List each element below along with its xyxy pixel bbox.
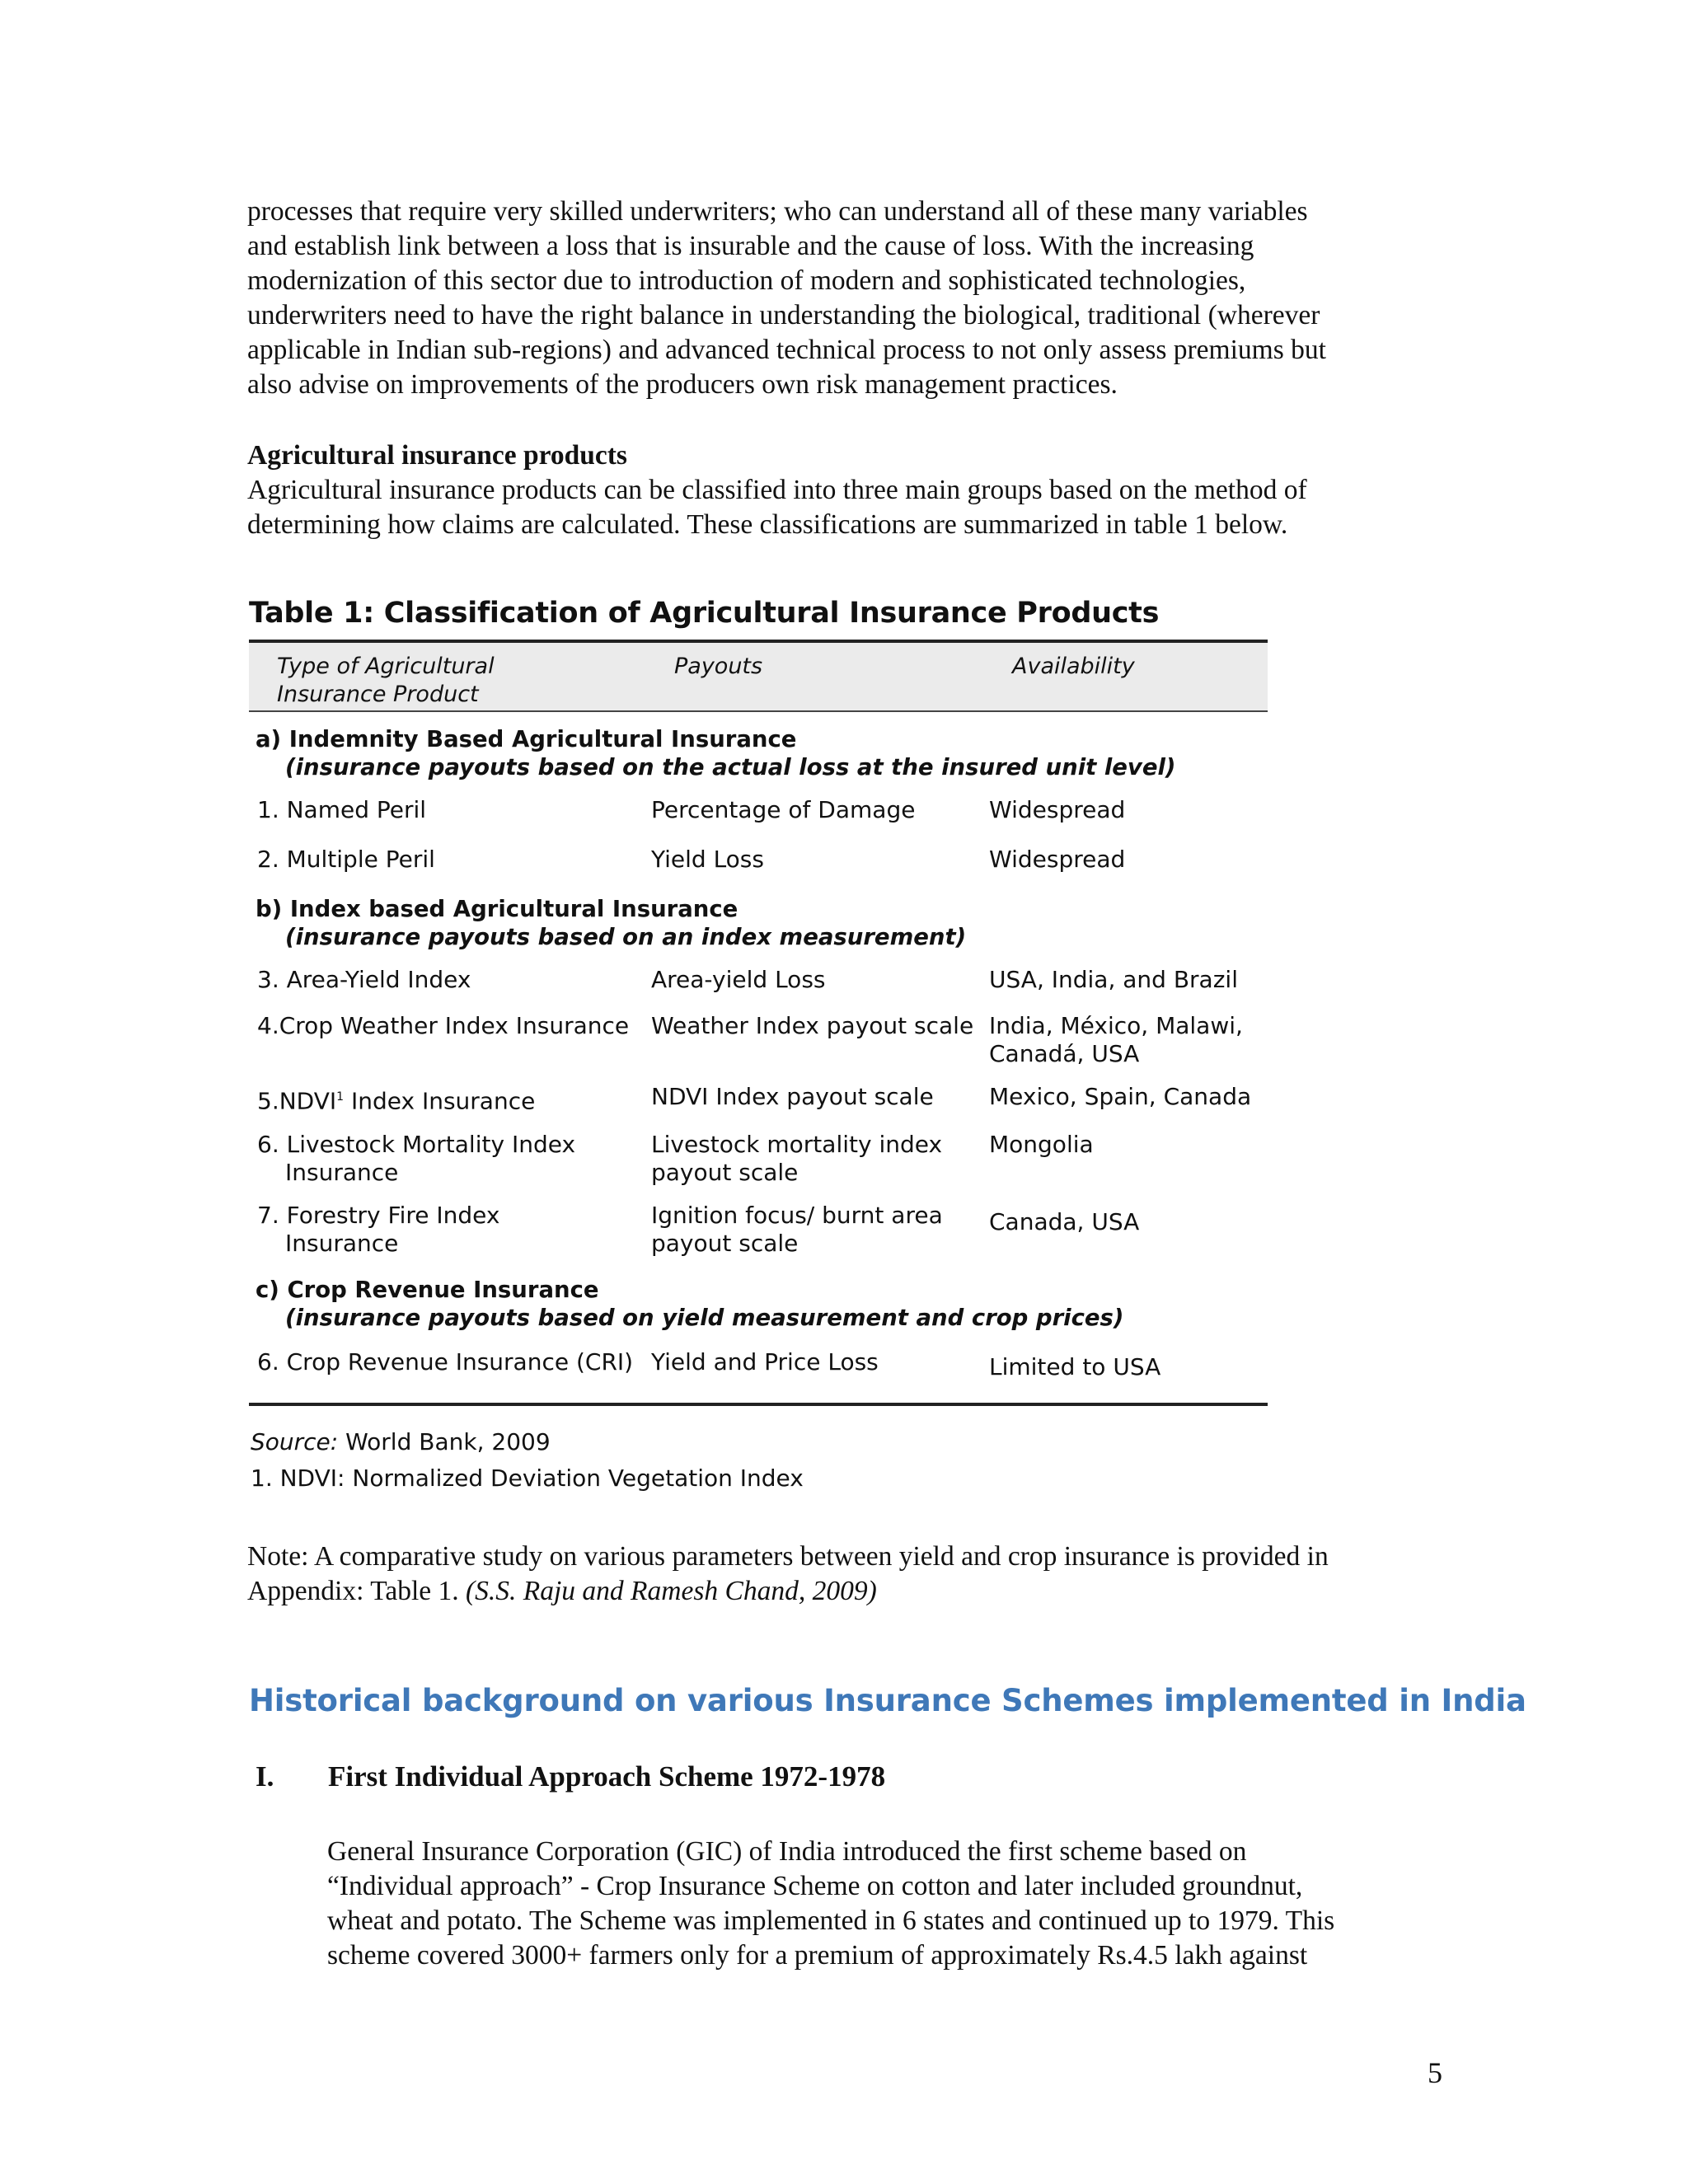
- header-type: Type of Agricultural Insurance Product: [277, 654, 495, 707]
- table-source: [251, 1424, 804, 1497]
- section-1-paragraph: [327, 1835, 1334, 1973]
- intro-line: also advise on improvements of the producers own risk management practices.: [247, 369, 1118, 400]
- source-line: Source: World Bank, 2009: [251, 1428, 551, 1455]
- products-section: [247, 438, 1307, 542]
- table-cell-type: 4.Crop Weather Index Insurance: [257, 1012, 630, 1039]
- intro-line: applicable in Indian sub-regions) and advanced technical process to not only assess premiums but: [247, 335, 1326, 365]
- table-cell-availability: India, México, Malawi, Canadá, USA: [989, 1012, 1243, 1067]
- section-1-line: scheme covered 3000+ farmers only for a premium of approximately Rs.4.5 lakh against: [327, 1940, 1308, 1971]
- note-line: Appendix: Table 1. (S.S. Raju and Ramesh Chand, 2009): [247, 1576, 877, 1606]
- intro-line: modernization of this sector due to introduction of modern and sophisticated technologies,: [247, 265, 1246, 296]
- group-c-heading: c) Crop Revenue Insurance (insurance payouts based on yield measurement and crop prices): [256, 1277, 1124, 1331]
- table-cell-type: 1. Named Peril: [257, 796, 427, 823]
- section-1-heading: [256, 1760, 885, 1793]
- intro-line: processes that require very skilled underwriters; who can understand all of these many variables: [247, 196, 1308, 227]
- table-cell-payout: Yield Loss: [651, 846, 764, 873]
- classification-table: [249, 640, 1268, 1380]
- table-header-row: [249, 640, 1268, 712]
- table-cell-type: 6. Crop Revenue Insurance (CRI): [257, 1348, 634, 1376]
- note-citation: (S.S. Raju and Ramesh Chand, 2009): [466, 1576, 877, 1606]
- table-cell-availability: Widespread: [989, 846, 1126, 873]
- table-cell-availability: USA, India, and Brazil: [989, 966, 1238, 993]
- table-bottom-rule: [249, 1403, 1268, 1406]
- products-heading: Agricultural insurance products: [247, 440, 627, 471]
- table-cell-availability: Mongolia: [989, 1131, 1094, 1158]
- table-cell-type: 5.NDVI$^1$ Index Insurance: [257, 1087, 536, 1115]
- table-cell-payout: Area-yield Loss: [651, 966, 826, 993]
- table-cell-availability: Canada, USA: [989, 1208, 1140, 1235]
- note-paragraph: [247, 1540, 1329, 1609]
- section-1-line: General Insurance Corporation (GIC) of India introduced the first scheme based on: [327, 1836, 1247, 1867]
- table-cell-type: 7. Forestry Fire Index Insurance: [257, 1202, 500, 1257]
- table-footnote: 1. NDVI: Normalized Deviation Vegetation Index: [251, 1465, 804, 1492]
- group-a-heading: a) Indemnity Based Agricultural Insurance (insurance payouts based on the actual loss at the insured unit level): [256, 726, 1176, 780]
- intro-paragraph: [247, 194, 1326, 402]
- section-number: I.: [256, 1760, 274, 1793]
- table-cell-type: 6. Livestock Mortality Index Insurance: [257, 1131, 576, 1186]
- section-1-line: “Individual approach” - Crop Insurance Scheme on cotton and later included groundnut,: [327, 1871, 1303, 1901]
- table-cell-payout: Yield and Price Loss: [651, 1348, 879, 1376]
- table-cell-availability: Mexico, Spain, Canada: [989, 1083, 1252, 1110]
- table-cell-payout: Ignition focus/ burnt area payout scale: [651, 1202, 943, 1257]
- table-cell-availability: Widespread: [989, 796, 1126, 823]
- table-cell-payout: NDVI Index payout scale: [651, 1083, 934, 1110]
- table-cell-type: 2. Multiple Peril: [257, 846, 435, 873]
- table-cell-availability: Limited to USA: [989, 1353, 1161, 1380]
- table-title: Table 1: Classification of Agricultural Insurance Products: [249, 597, 1160, 630]
- group-b-heading: b) Index based Agricultural Insurance (insurance payouts based on an index measurement): [256, 896, 967, 950]
- header-payouts: Payouts: [674, 654, 763, 679]
- intro-line: and establish link between a loss that is insurable and the cause of loss. With the increasing: [247, 231, 1254, 261]
- products-line: Agricultural insurance products can be classified into three main groups based on the method of: [247, 475, 1307, 505]
- section-title: First Individual Approach Scheme 1972-1978: [328, 1760, 886, 1793]
- table-cell-payout: Livestock mortality index payout scale: [651, 1131, 943, 1186]
- header-availability: Availability: [1012, 654, 1135, 679]
- page-number: 5: [1428, 2056, 1442, 2089]
- section-1-line: wheat and potato. The Scheme was implemented in 6 states and continued up to 1979. This: [327, 1905, 1335, 1936]
- products-line: determining how claims are calculated. These classifications are summarized in table 1 below.: [247, 509, 1288, 540]
- intro-line: underwriters need to have the right balance in understanding the biological, traditional (wherever: [247, 300, 1320, 330]
- table-cell-payout: Weather Index payout scale: [651, 1012, 974, 1039]
- table-cell-type: 3. Area-Yield Index: [257, 966, 471, 993]
- table-cell-payout: Percentage of Damage: [651, 796, 916, 823]
- historical-heading: Historical background on various Insurance Schemes implemented in India: [249, 1683, 1526, 1718]
- note-line: Note: A comparative study on various parameters between yield and crop insurance is provided in: [247, 1541, 1329, 1572]
